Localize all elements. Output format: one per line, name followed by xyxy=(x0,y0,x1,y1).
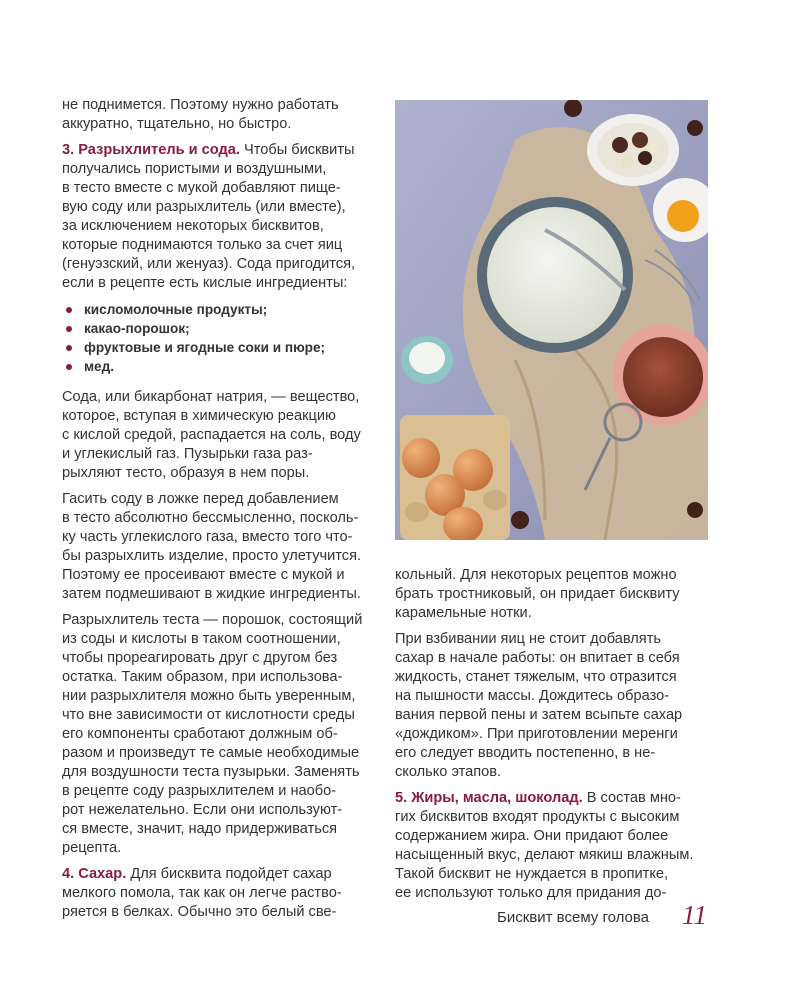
text-line: и углекислый газ. Пузырьки газа раз- xyxy=(62,446,313,462)
text-line: Гасить соду в ложке перед добавлением xyxy=(62,491,339,507)
text-line: карамельные нотки. xyxy=(395,605,532,621)
text-line: вания первой пены и затем всыпьте сахар xyxy=(395,707,683,723)
text-line: рецепта. xyxy=(62,840,122,856)
text-line: в рецепте соду разрыхлителем и наобо- xyxy=(62,783,337,799)
text-line: кольный. Для некоторых рецептов можно xyxy=(395,567,677,583)
page-number: 11 xyxy=(682,900,707,930)
text-fragment: Чтобы бисквиты xyxy=(239,142,355,158)
text-line: в тесто абсолютно бессмысленно, посколь- xyxy=(62,510,359,526)
text-fragment: В состав мно- xyxy=(582,790,681,806)
text-line: на пышности массы. Дождитесь образо- xyxy=(395,688,670,704)
text-line: его компоненты сработают должным об- xyxy=(62,726,338,742)
text-line: которые поднимаются только за счет яиц xyxy=(62,237,343,253)
text-line: содержанием жира. Они придают более xyxy=(395,828,669,844)
text-line: насыщенный вкус, делают мякиш влажным. xyxy=(395,847,694,863)
text-line: сколько этапов. xyxy=(395,764,502,780)
text-line: разом и произведут те самые необходимые xyxy=(62,745,360,761)
text-line: бы разрыхлить изделие, просто улетучится. xyxy=(62,548,362,564)
text-line: не поднимется. Поэтому нужно работать xyxy=(62,97,339,113)
paragraph-sugar xyxy=(62,865,388,922)
text-line: «дождиком». При приготовлении меренги xyxy=(395,726,678,742)
text-line: в тесто вместе с мукой добавляют пище- xyxy=(62,180,341,196)
text-line: если в рецепте есть кислые ингредиенты: xyxy=(62,275,348,291)
text-line: за исключением некоторых бисквитов, xyxy=(62,218,324,234)
left-column xyxy=(62,96,388,929)
text-line: затем подмешивают в жидкие ингредиенты. xyxy=(62,586,361,602)
paragraph-fats xyxy=(395,789,715,903)
text-fragment: Для бисквита подойдет сахар xyxy=(126,866,332,882)
text-line: Такой бисквит не нуждается в пропитке, xyxy=(395,866,669,882)
text-line: гих бисквитов входят продукты с высоким xyxy=(395,809,680,825)
paragraph-soda xyxy=(62,388,388,483)
text-line: с кислой средой, распадается на соль, воду xyxy=(62,427,361,443)
text-line: Сода, или бикарбонат натрия, — вещество, xyxy=(62,389,360,405)
text-line: ее используют только для придания до- xyxy=(395,885,667,901)
text-line xyxy=(62,141,388,160)
paragraph-whipping-eggs xyxy=(395,630,715,782)
text-line: рыхляют тесто, образуя в нем поры. xyxy=(62,465,310,481)
text-line: (генуэзский, или женуаз). Сода пригодится, xyxy=(62,256,356,272)
text-line: вую соду или разрыхлитель (или вместе), xyxy=(62,199,346,215)
text-line: получались пористыми и воздушными, xyxy=(62,161,327,177)
acidic-ingredients-list xyxy=(62,300,388,376)
text-line: брать тростниковый, он придает бисквиту xyxy=(395,586,680,602)
text-line xyxy=(395,789,715,808)
list-item: какао-порошок; xyxy=(62,319,388,338)
text-line: При взбивании яиц не стоит добавлять xyxy=(395,631,661,647)
section-heading-fats: 5. Жиры, масла, шоколад. xyxy=(395,790,583,806)
running-footer-title: Бисквит всему голова xyxy=(497,909,650,926)
text-line: которое, вступая в химическую реакцию xyxy=(62,408,336,424)
paragraph-quench-soda xyxy=(62,490,388,604)
text-line: остатка. Таким образом, при использова- xyxy=(62,669,343,685)
text-line: из соды и кислоты в таком соотношении, xyxy=(62,631,341,647)
list-item: фруктовые и ягодные соки и пюре; xyxy=(62,338,388,357)
text-line: рот нежелательно. Если они используют- xyxy=(62,802,343,818)
right-column xyxy=(395,566,715,910)
text-line: сахар в начале работы: он впитает в себя xyxy=(395,650,680,666)
text-line: чтобы прореагировать друг с другом без xyxy=(62,650,338,666)
text-line: его следует вводить постепенно, в не- xyxy=(395,745,656,761)
text-line: ся вместе, значит, надо придерживаться xyxy=(62,821,338,837)
text-line: аккуратно, тщательно, но быстро. xyxy=(62,116,292,132)
paragraph-intro-continued xyxy=(62,96,388,134)
section-heading-leavening: 3. Разрыхлитель и сода. xyxy=(62,142,240,158)
text-line xyxy=(62,865,388,884)
text-line: Поэтому ее просеивают вместе с мукой и xyxy=(62,567,345,583)
text-line: Разрыхлитель теста — порошок, состоящий xyxy=(62,612,363,628)
text-line: жидкость, станет тяжелым, что отразится xyxy=(395,669,677,685)
paragraph-leavening xyxy=(62,141,388,293)
text-line: нии разрыхлителя можно быть уверенным, xyxy=(62,688,356,704)
baking-ingredients-photo xyxy=(395,100,708,540)
text-line: ряется в белках. Обычно это белый све- xyxy=(62,904,337,920)
text-line: мелкого помола, так как он легче раство- xyxy=(62,885,342,901)
paragraph-baking-powder xyxy=(62,611,388,858)
text-line: для воздушности теста пузырьки. Заменять xyxy=(62,764,360,780)
list-item: кисломолочные продукты; xyxy=(62,300,388,319)
text-line: ку часть углекислого газа, вместо того что- xyxy=(62,529,353,545)
section-heading-sugar: 4. Сахар. xyxy=(62,866,127,882)
paragraph-sugar-continued xyxy=(395,566,715,623)
text-line: что вне зависимости от кислотности среды xyxy=(62,707,355,723)
list-item: мед. xyxy=(62,357,388,376)
